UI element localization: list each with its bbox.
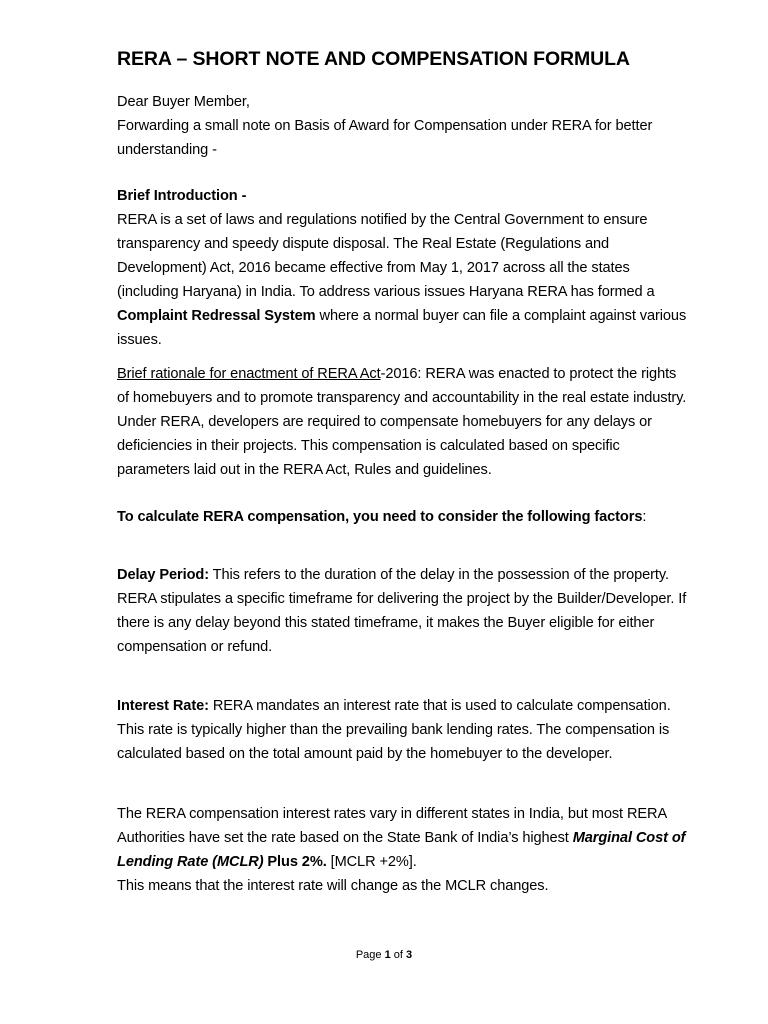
plus-two-percent: Plus 2%. [263,854,327,870]
rationale-paragraph [117,362,687,482]
footer-current-page: 1 [384,949,391,961]
mclr-term: Marginal Cost of Lending Rate (MCLR) [117,830,686,870]
brief-intro-text: RERA is a set of laws and regulations notified by the Central Government to ensure transparency and speedy dispute disposal. The Real Estate (Regulations and Development) Act, 2016 became effective from May 1, 2017 across all the states (including Haryana) in India. To address various issues Haryana RERA has formed a [117,212,655,300]
salutation: Dear Buyer Member, [117,94,250,110]
rationale-text: -2016: RERA was enacted to protect the rights of homebuyers and to promote transparency and accountability in the real estate industry. Under RERA, developers are required to compensate homebuyers for any delays or deficiencies in their projects. This compensation is calculated based on specific parameters laid out in the RERA Act, Rules and guidelines. [117,366,687,478]
rationale-underlined: Brief rationale for enactment of RERA Act [117,366,381,382]
footer-of-word: of [393,949,403,961]
factors-heading-colon: : [642,509,647,525]
brief-intro-text-end: where a normal buyer can file a complaint against various issues. [117,308,687,348]
intro-paragraph: Forwarding a small note on Basis of Award for Compensation under RERA for better understanding - [117,118,653,158]
brief-intro-heading-text: Brief Introduction - [117,188,247,204]
footer-total-pages: 3 [406,949,413,961]
rates-paragraph [117,802,687,874]
rates-line2: This means that the interest rate will change as the MCLR changes. [117,878,549,894]
complaint-redressal-system: Complaint Redressal System [117,308,316,324]
delay-period-text: This refers to the duration of the delay in the possession of the property. RERA stipulates a specific timeframe for delivering the project by the Builder/Developer. If there is any delay beyond this stated timeframe, it makes the Buyer eligible for either compensation or refund. [117,567,687,655]
brief-intro-heading [117,184,687,208]
document-title: RERA – SHORT NOTE AND COMPENSATION FORMULA [117,48,630,70]
interest-rate-text: RERA mandates an interest rate that is used to calculate compensation. This rate is typically higher than the prevailing bank lending rates. The compensation is calculated based on the total amount paid by the homebuyer to the developer. [117,698,671,762]
factors-heading-text: To calculate RERA compensation, you need to consider the following factors [117,509,643,525]
interest-rate-label: Interest Rate: [117,698,209,714]
delay-period-paragraph [117,563,687,659]
document-body [117,46,687,898]
brief-intro-paragraph [117,208,687,352]
mclr-bracket: [MCLR +2%]. [326,854,417,870]
page-footer [0,947,768,963]
factors-heading [117,505,687,529]
delay-period-label: Delay Period: [117,567,209,583]
rates-text: The RERA compensation interest rates vary in different states in India, but most RERA Authorities have set the rate based on the State Bank of India’s highest [117,806,667,846]
interest-rate-paragraph [117,694,687,766]
footer-page-word: Page [355,949,382,961]
